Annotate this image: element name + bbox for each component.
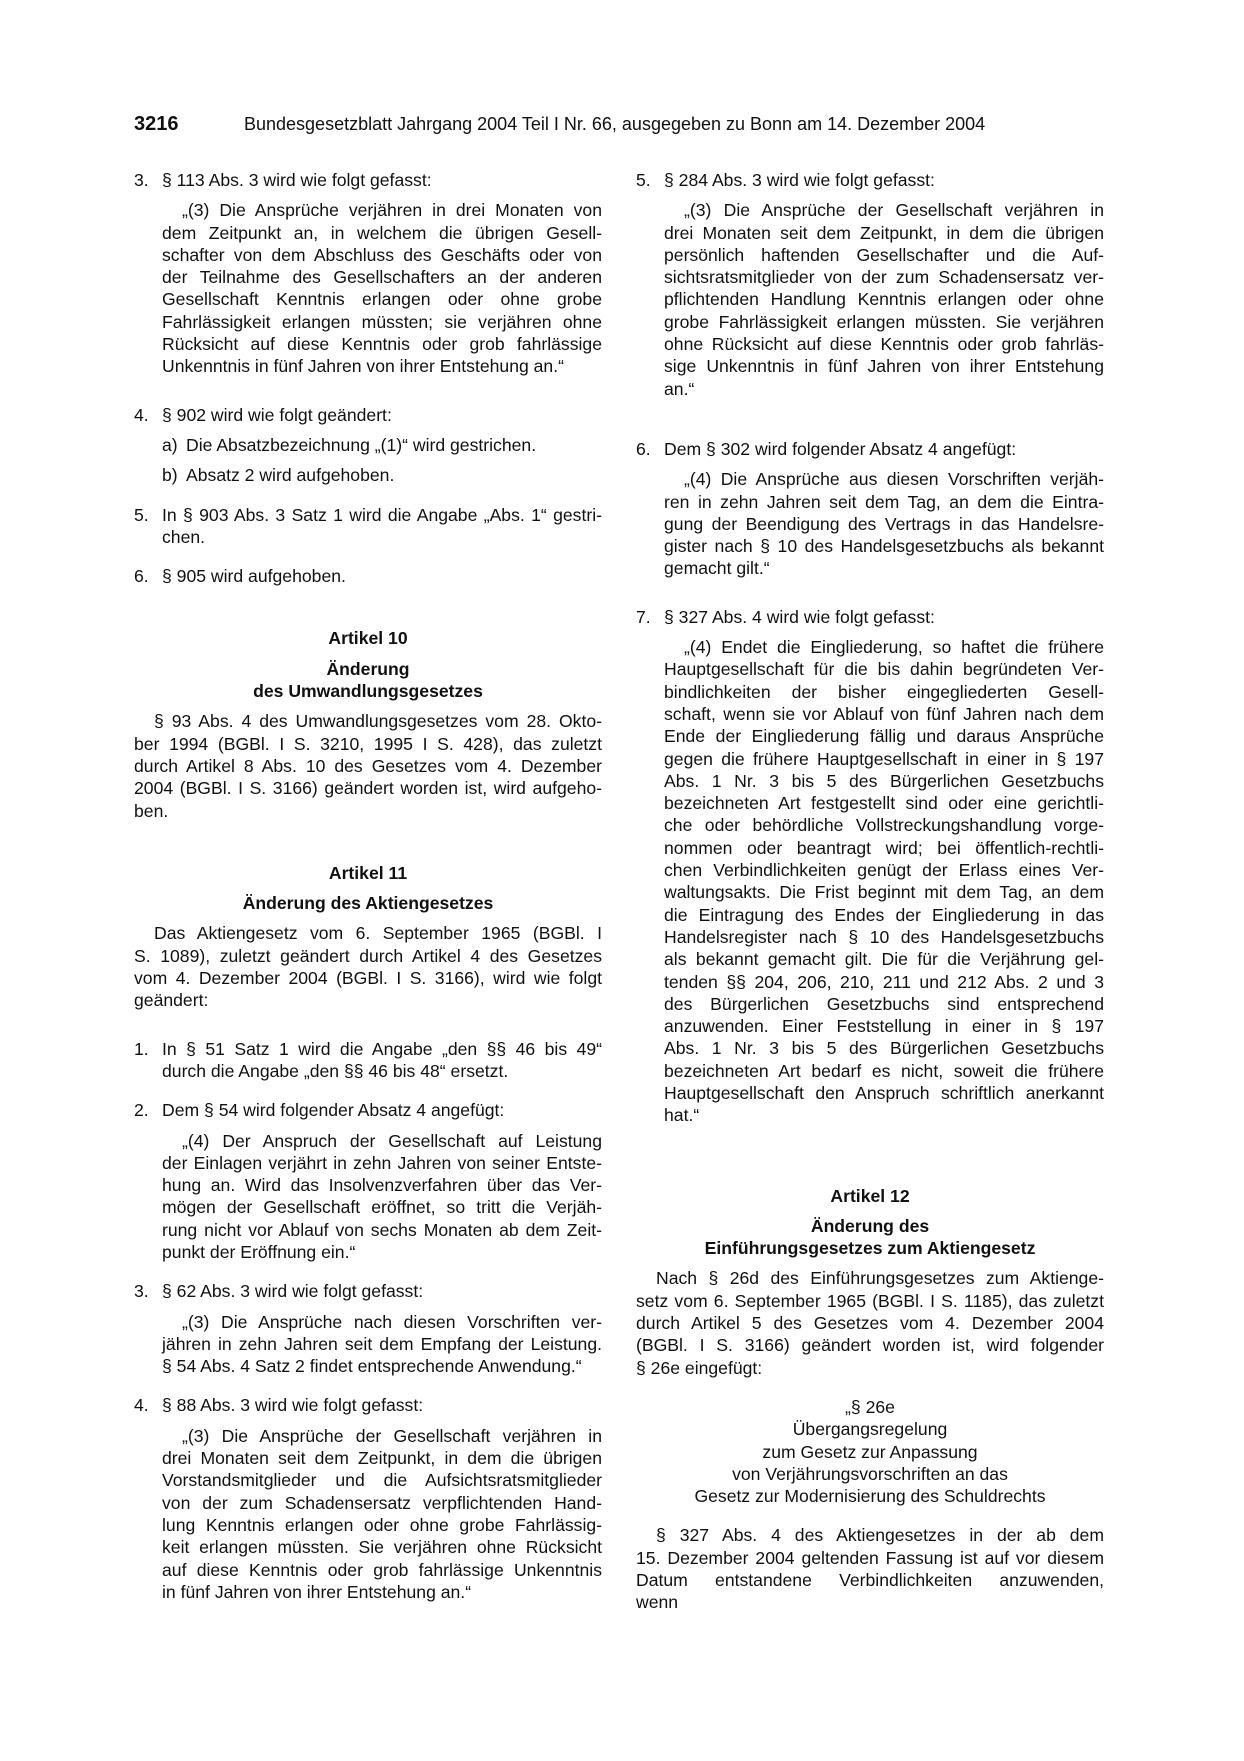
text-line: ber 1994 (BGBl. I S. 3210, 1995 I S. 428), das zuletzt — [134, 733, 602, 754]
text-line: setz vom 6. September 1965 (BGBl. I S. 1185), das zuletzt — [636, 1290, 1104, 1311]
text-line: gemacht gilt.“ — [664, 558, 770, 579]
left-column — [134, 169, 602, 1603]
text-line: gegen die frühere Hauptgesellschaft in einer in § 197 — [664, 748, 1104, 769]
text-line: waltungsakts. Die Frist beginnt mit dem Tag, an dem — [664, 882, 1104, 903]
text-line: ohne Rücksicht auf diese Kenntnis oder grob fahrläs- — [664, 334, 1104, 355]
article-subtitle: Änderung des Aktiengesetzes — [242, 893, 494, 914]
text-line: § 26e eingefügt: — [636, 1357, 763, 1378]
list-item: 3. § 62 Abs. 3 wird wie folgt gefasst: — [134, 1281, 424, 1302]
text-line: dem Zeitpunkt an, in welchem die übrigen Gesell- — [162, 222, 602, 243]
quoted-paragraph — [134, 1425, 602, 1603]
text-line: schaft, wenn sie vor Ablauf von fünf Jahren nach dem — [664, 703, 1104, 724]
list-item: 3. § 113 Abs. 3 wird wie folgt gefasst: — [134, 170, 432, 190]
list-item: 1. In § 51 Satz 1 wird die Angabe „den §§ 46 bis 49“ durch die Angabe „den §§ 46 bis 48“ ersetzt. — [134, 1038, 602, 1081]
text-line: lung Kenntnis erlangen oder ohne grobe Fahrlässig- — [162, 1514, 602, 1535]
text-line: Handelsregister nach § 10 des Handelsgesetzbuchs — [664, 926, 1104, 947]
text-line: durch Artikel 5 des Gesetzes vom 4. Dezember 2004 — [636, 1313, 1104, 1334]
text-line: gung der Beendigung des Vertrags in das Handelsre- — [664, 513, 1104, 534]
text-line: vom 4. Dezember 2004 (BGBl. I S. 3166), wird wie folgt — [134, 968, 602, 989]
quoted-paragraph — [636, 199, 1104, 400]
list-item: 5. In § 903 Abs. 3 Satz 1 wird die Angabe „Abs. 1“ gestri- chen. — [134, 504, 602, 547]
text-line: § 327 Abs. 4 des Aktiengesetzes in der ab dem — [656, 1525, 1104, 1546]
text-line: Fahrlässigkeit erlangen müssten; sie verjähren ohne — [162, 311, 602, 332]
text-line: zum Gesetz zur Anpassung — [762, 1441, 978, 1462]
quoted-paragraph — [636, 636, 1104, 1127]
text-line: in fünf Jahren von ihrer Entstehung an.“ — [162, 1581, 472, 1602]
text-line: che oder behördliche Vollstreckungshandlung vorge- — [664, 815, 1104, 836]
text-line: sichtsratsmitglieder von der zum Schadensersatz ver- — [664, 267, 1104, 288]
text-line: chen. — [162, 526, 206, 547]
text-line: des Bürgerlichen Gesetzbuchs sind entsprechend — [664, 993, 1104, 1014]
list-item: 4. § 902 wird wie folgt geändert: — [134, 404, 392, 425]
text-line: Änderung — [326, 658, 410, 679]
article-body — [134, 922, 602, 1011]
text-line: als bekannt gemacht gilt. Die für die Verjährung gel- — [664, 949, 1104, 970]
gazette-title: Bundesgesetzblatt Jahrgang 2004 Teil I Nr. 66, ausgegeben zu Bonn am 14. Dezember 2004 — [244, 114, 986, 134]
list-item: 6. § 905 wird aufgehoben. — [134, 566, 346, 587]
text-line: „(4) Der Anspruch der Gesellschaft auf Leistung — [182, 1130, 602, 1151]
text-line: bezeichneten Art bedarf es nicht, soweit die frühere — [664, 1060, 1104, 1081]
text-line: grobe Fahrlässigkeit erlangen müssten. Sie verjähren — [664, 311, 1104, 332]
page-number: 3216 — [134, 113, 179, 135]
text-line: persönlich haftenden Gesellschafter und die Auf- — [664, 244, 1104, 265]
text-line: des Umwandlungsgesetzes — [253, 681, 483, 702]
text-line: In § 903 Abs. 3 Satz 1 wird die Angabe „Abs. 1“ gestri- — [162, 504, 602, 525]
text-line: Vorstandsmitglieder und die Aufsichtsratsmitglieder — [162, 1470, 602, 1491]
list-item: 7. § 327 Abs. 4 wird wie folgt gefasst: — [636, 606, 935, 627]
list-item: 4. § 88 Abs. 3 wird wie folgt gefasst: — [134, 1395, 424, 1416]
text-line: ren in zehn Jahren seit dem Tag, an dem die Eintra- — [664, 491, 1104, 512]
text-line: durch die Angabe „den §§ 46 bis 48“ ersetzt. — [162, 1060, 509, 1081]
text-line: Hauptgesellschaft den Anspruch schriftlich anerkannt — [664, 1082, 1104, 1103]
text-line: gister nach § 10 des Handelsgesetzbuchs als bekannt — [664, 536, 1104, 557]
text-line: hat.“ — [664, 1105, 700, 1126]
section-title — [636, 1396, 1104, 1507]
text-line: Ende der Eingliederung fällig und daraus Ansprüche — [664, 726, 1104, 747]
article-subtitle — [636, 1215, 1104, 1260]
sub-item: a) Die Absatzbezeichnung „(1)“ wird gestrichen. — [162, 434, 537, 455]
text-line: Hauptgesellschaft für die bis dahin begründeten Ver- — [664, 659, 1104, 680]
article-body — [636, 1267, 1104, 1378]
list-item: 5. § 284 Abs. 3 wird wie folgt gefasst: — [636, 170, 935, 190]
text-line: der Einlagen verjährt in zehn Jahren von seiner Entste- — [162, 1152, 602, 1173]
text-line: von Verjährungsvorschriften an das — [732, 1463, 1008, 1484]
quoted-paragraph — [134, 199, 602, 377]
text-line: § 93 Abs. 4 des Umwandlungsgesetzes vom 28. Okto- — [154, 711, 602, 732]
text-line: anzuwenden. Einer Feststellung in einer in § 197 — [664, 1016, 1104, 1037]
text-line: Abs. 1 Nr. 3 bis 5 des Bürgerlichen Gesetzbuchs — [664, 1038, 1104, 1059]
text-line: wenn — [636, 1592, 679, 1613]
text-line: Änderung des — [810, 1215, 930, 1236]
text-line: bindlichkeiten der bisher eingegliederten Gesell- — [664, 681, 1104, 702]
article-heading: Artikel 11 — [328, 862, 408, 883]
sub-item: b) Absatz 2 wird aufgehoben. — [162, 465, 395, 486]
text-line: jähren in zehn Jahren seit dem Empfang der Leistung. — [162, 1333, 602, 1354]
text-line: keit erlangen müssten. Sie verjähren ohne Rücksicht — [162, 1537, 602, 1558]
text-line: hung an. Wird das Insolvenzverfahren über das Ver- — [162, 1175, 602, 1196]
article-subtitle — [134, 658, 602, 703]
text-line: an.“ — [664, 378, 695, 399]
text-line: „(3) Die Ansprüche verjähren in drei Monaten von — [182, 200, 602, 221]
quoted-paragraph — [636, 468, 1104, 579]
article-body — [636, 1524, 1104, 1613]
text-line: rung nicht vor Ablauf von sechs Monaten ab dem Zeit- — [162, 1219, 602, 1240]
text-line: „(3) Die Ansprüche der Gesellschaft verjähren in — [684, 200, 1104, 221]
text-line: Gesellschaft Kenntnis erlangen oder ohne grobe — [162, 289, 602, 310]
text-line: „(3) Die Ansprüche der Gesellschaft verjähren in — [182, 1425, 602, 1446]
text-line: chen Verbindlichkeiten genügt der Erlass eines Ver- — [664, 860, 1104, 881]
list-item: 6. Dem § 302 wird folgender Absatz 4 angefügt: — [636, 438, 1017, 459]
text-line: S. 1089), zuletzt geändert durch Artikel 4 des Gesetzes — [134, 945, 602, 966]
text-line: 15. Dezember 2004 geltenden Fassung ist auf vor diesem — [636, 1547, 1104, 1568]
article-heading: Artikel 10 — [328, 628, 408, 649]
text-line: mögen der Gesellschaft eröffnet, so tritt die Verjäh- — [162, 1197, 602, 1218]
text-line: „(4) Die Ansprüche aus diesen Vorschriften verjäh- — [684, 469, 1104, 490]
article-body — [134, 710, 602, 821]
text-line: schafter von dem Abschluss des Geschäfts oder von — [162, 244, 602, 265]
text-line: „(4) Endet die Eingliederung, so haftet die frühere — [684, 637, 1104, 658]
quoted-paragraph — [134, 1311, 602, 1378]
text-line: die Eintragung des Endes der Eingliederung in das — [664, 904, 1104, 925]
text-line: sige Unkenntnis in fünf Jahren von ihrer Entstehung — [664, 356, 1104, 377]
text-line: Übergangsregelung — [792, 1419, 948, 1440]
text-line: auf diese Kenntnis oder grob fahrlässige Unkenntnis — [162, 1559, 602, 1580]
text-line: Nach § 26d des Einführungsgesetzes zum Aktienge- — [656, 1268, 1104, 1289]
text-line: pflichtenden Handlung Kenntnis erlangen oder ohne — [664, 289, 1104, 310]
text-line: nommen oder beantragt wird; bei öffentlich-rechtli- — [664, 837, 1104, 858]
article-heading: Artikel 12 — [830, 1185, 910, 1206]
text-line: von der zum Schadensersatz verpflichtenden Hand- — [162, 1492, 602, 1513]
text-line: ben. — [134, 800, 169, 821]
text-line: Datum entstandene Verbindlichkeiten anzuwenden, — [636, 1570, 1104, 1591]
text-line: § 54 Abs. 4 Satz 2 findet entsprechende Anwendung.“ — [162, 1356, 582, 1377]
text-line: Gesetz zur Modernisierung des Schuldrechts — [694, 1486, 1046, 1507]
text-line: Rücksicht auf diese Kenntnis oder grob fahrlässige — [162, 334, 602, 355]
text-line: durch Artikel 8 Abs. 10 des Gesetzes vom 4. Dezember — [134, 755, 602, 776]
text-line: „§ 26e — [845, 1396, 895, 1417]
text-line: Abs. 1 Nr. 3 bis 5 des Bürgerlichen Gesetzbuchs — [664, 770, 1104, 791]
text-line: (BGBl. I S. 3166) geändert worden ist, wird folgender — [636, 1335, 1104, 1356]
text-line: In § 51 Satz 1 wird die Angabe „den §§ 46 bis 49“ — [162, 1038, 602, 1059]
text-line: „(3) Die Ansprüche nach diesen Vorschriften ver- — [182, 1311, 602, 1332]
text-line: bezeichneten Art festgestellt sind oder eine gerichtli- — [664, 793, 1104, 814]
quoted-paragraph — [134, 1130, 602, 1264]
list-item: 2. Dem § 54 wird folgender Absatz 4 angefügt: — [134, 1100, 505, 1121]
text-line: geändert: — [134, 990, 209, 1011]
text-line: drei Monaten seit dem Zeitpunkt, in dem die übrigen — [664, 222, 1104, 243]
text-line: der Teilnahme des Gesellschafters an der anderen — [162, 267, 602, 288]
text-line: punkt der Eröffnung ein.“ — [162, 1241, 356, 1262]
text-line: tenden §§ 204, 206, 210, 211 und 212 Abs. 2 und 3 — [664, 971, 1104, 992]
text-line: drei Monaten seit dem Zeitpunkt, in dem die übrigen — [162, 1448, 602, 1469]
text-line: Das Aktiengesetz vom 6. September 1965 (BGBl. I — [154, 923, 602, 944]
text-line: Einführungsgesetzes zum Aktiengesetz — [704, 1238, 1036, 1259]
text-line: 2004 (BGBl. I S. 3166) geändert worden ist, wird aufgeho- — [134, 778, 602, 799]
text-line: Unkenntnis in fünf Jahren von ihrer Entstehung an.“ — [162, 356, 564, 377]
right-column — [636, 169, 1104, 1614]
